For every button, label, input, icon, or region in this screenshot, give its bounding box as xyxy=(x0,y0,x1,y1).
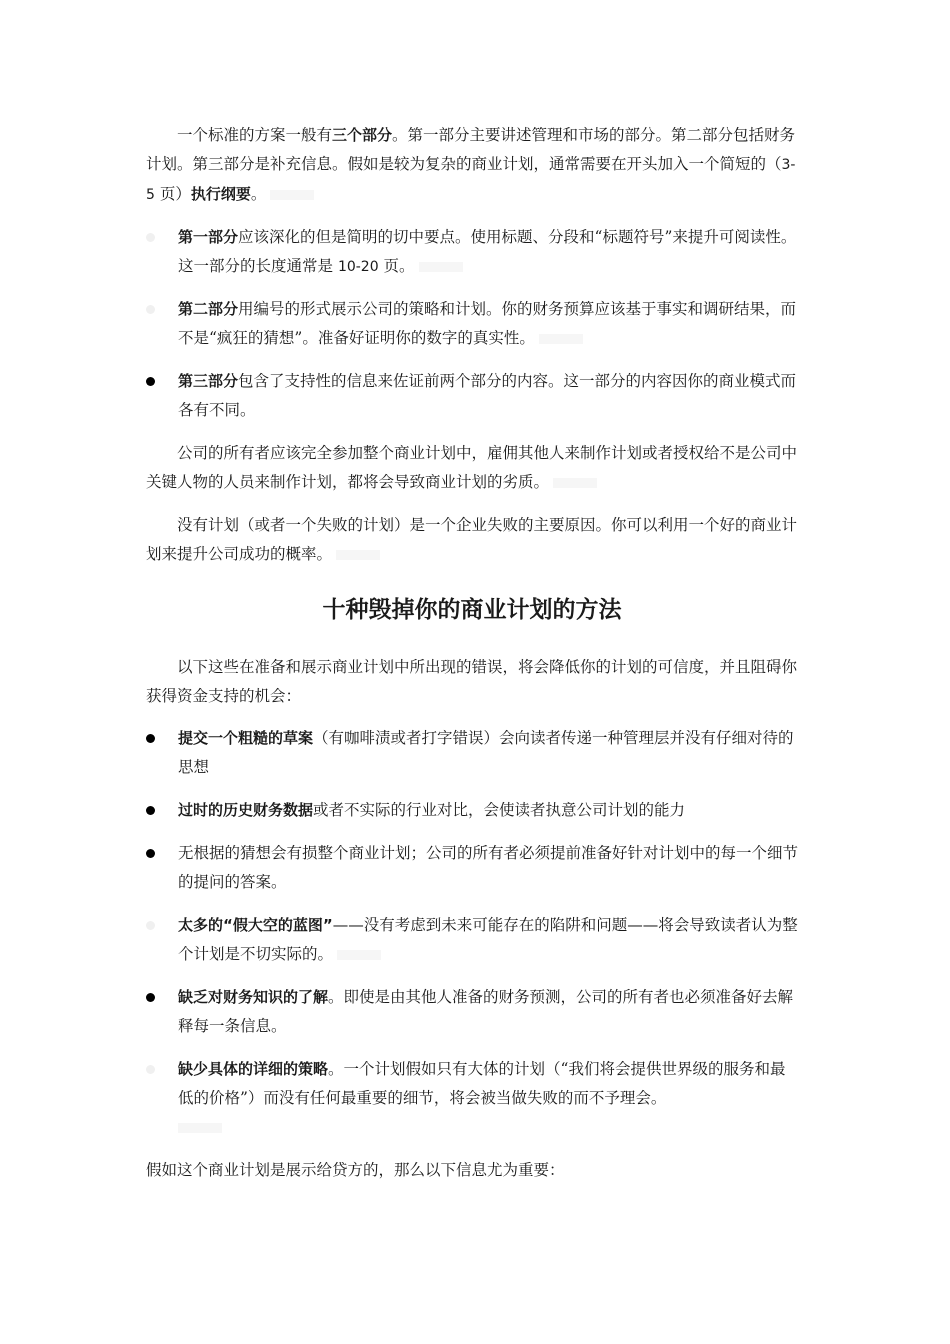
lender-text: 假如这个商业计划是展示给贷方的，那么以下信息尤为重要： xyxy=(146,1161,565,1179)
mistake-text: （有咖啡渍或者打字错误）会向读者传递一种管理层并没有仔细对待的思想 xyxy=(178,729,794,776)
intro-text: 。 xyxy=(250,185,267,203)
list-item xyxy=(146,1055,798,1142)
mistake-text: 。即使是由其他人准备的财务预测，公司的所有者也必须准备好去解释每一条信息。 xyxy=(178,988,794,1035)
bullet-icon xyxy=(146,1065,155,1074)
mistake-label: 缺少具体的详细的策略 xyxy=(178,1060,329,1078)
part-two-text: 用编号的形式展示公司的策略和计划。你的财务预算应该基于事实和调研结果，而不是“疯狂的猜想”。准备好证明你的数字的真实性。 xyxy=(178,300,797,347)
owner-paragraph xyxy=(146,439,798,497)
bullet-icon xyxy=(146,806,155,815)
bullet-icon xyxy=(146,921,155,930)
list-item xyxy=(146,367,798,425)
failure-text: 没有计划（或者一个失败的计划）是一个企业失败的主要原因。你可以利用一个好的商业计划来提升公司成功的概率。 xyxy=(146,516,798,563)
intro-text: 一个标准的方案一般有 xyxy=(177,126,333,144)
part-one-page-count: 10-20 xyxy=(337,259,379,275)
bullet-icon xyxy=(146,377,155,386)
part-three-text: 包含了支持性的信息来佐证前两个部分的内容。这一部分的内容因你的商业模式而各有不同。 xyxy=(178,372,797,419)
list-item xyxy=(146,724,798,782)
part-one-text: 页。 xyxy=(378,257,415,275)
list-item xyxy=(146,911,798,969)
bullet-icon xyxy=(146,849,155,858)
section-heading: 十种毁掉你的商业计划的方法 xyxy=(322,597,622,623)
mistake-text: 或者不实际的行业对比，会使读者执意公司计划的能力 xyxy=(313,801,686,819)
part-one-label: 第一部分 xyxy=(178,228,239,246)
mistake-text: 无根据的猜想会有损整个商业计划；公司的所有者必须提前准备好针对计划中的每一个细节的提问的答案。 xyxy=(178,844,799,891)
mistake-label: 提交一个粗糙的草案 xyxy=(178,729,314,747)
bullet-icon xyxy=(146,993,155,1002)
owner-text: 公司的所有者应该完全参加整个商业计划中，雇佣其他人来制作计划或者授权给不是公司中关键人物的人员来制作计划，都将会导致商业计划的劣质。 xyxy=(146,444,798,491)
bullet-icon xyxy=(146,233,155,242)
list-item xyxy=(146,796,798,825)
part-two-label: 第二部分 xyxy=(178,300,239,318)
lender-paragraph xyxy=(146,1156,798,1185)
mistakes-intro-paragraph xyxy=(146,653,798,711)
intro-text: 。第一部分主要讲述管理和市场的部分。第二部分包括财务计划。第三部分是补充信息。假如是较为复杂的商业计划，通常需要在开头加入一个简短的（ xyxy=(146,126,796,173)
part-one-text: 应该深化的但是简明的切中要点。使用标题、分段和“标题符号”来提升可阅读性。这一部分的长度通常是 xyxy=(178,228,797,275)
intro-bold-executive-summary: 执行纲要 xyxy=(190,185,251,203)
list-item xyxy=(146,839,798,897)
mistake-label: 太多的“假大空的蓝图” xyxy=(178,916,333,934)
mistakes-intro-text: 以下这些在准备和展示商业计划中所出现的错误，将会降低你的计划的可信度，并且阻碍你获得资金支持的机会： xyxy=(146,658,798,705)
list-item xyxy=(146,983,798,1041)
intro-page-range: 3-5 xyxy=(146,157,796,203)
bullet-icon xyxy=(146,305,155,314)
list-item xyxy=(146,295,798,353)
mistake-text: 。一个计划假如只有大体的计划（“我们将会提供世界级的服务和最低的价格”）而没有任何最重要的细节，将会被当做失败的而不予理会。 xyxy=(178,1060,786,1107)
intro-text: 页） xyxy=(154,185,191,203)
bullet-icon xyxy=(146,734,155,743)
mistake-label: 缺乏对财务知识的了解 xyxy=(178,988,329,1006)
mistake-label: 过时的历史财务数据 xyxy=(178,801,314,819)
part-three-label: 第三部分 xyxy=(178,372,239,390)
list-item xyxy=(146,223,798,282)
intro-bold-three-parts: 三个部分 xyxy=(332,126,393,144)
intro-paragraph xyxy=(146,121,798,210)
failure-paragraph xyxy=(146,511,798,569)
mistake-text: ——没有考虑到未来可能存在的陷阱和问题——将会导致读者认为整个计划是不切实际的。 xyxy=(178,916,798,963)
